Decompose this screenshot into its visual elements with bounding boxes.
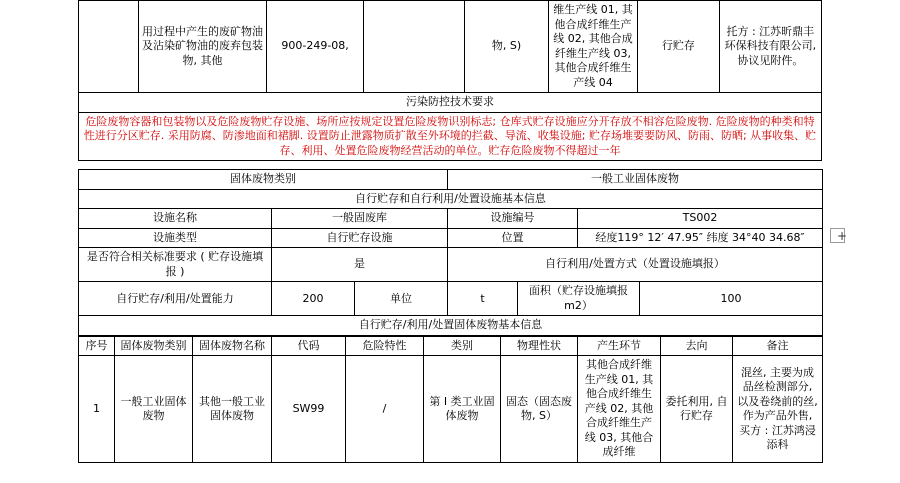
detail-table (78, 336, 823, 463)
pollution-control-title: 污染防控技术要求 (79, 93, 822, 113)
header-hazard: 危险特性 (346, 336, 424, 356)
cell-index: 1 (79, 356, 115, 463)
area-value: 100 (640, 282, 823, 316)
facility-location-label: 位置 (448, 228, 578, 248)
pollution-control-text: 危险废物容器和包装物以及危险废物贮存设施、场所应按规定设置危险废物识别标志; 仓库式贮存设施应分开存放不相容危险废物. 危险废物的种类和特性进行分区贮存. 采用防腐、防渗地面和裙脚. 设置防止泄露物质扩散至外环境的拦截、导流、收集设施; 贮存场堆要要防风、防雨、防晒; 从事收集、贮存、利用、处置危险废物经营活动的单位。贮存危险废物不得超过一年 (79, 112, 822, 161)
cell-generation-stage: 其他合成纤维生产线 01, 其他合成纤维生产线 02, 其他合成纤维生产线 03, 其他合成纤维 (578, 356, 661, 463)
facility-location-value: 经度119° 12′ 47.95″ 纬度 34°40 34.68″ (578, 228, 823, 248)
header-remark: 备注 (733, 336, 823, 356)
table-header-row (79, 336, 823, 356)
cell-category: 一般工业固体废物 (115, 356, 193, 463)
header-code: 代码 (272, 336, 346, 356)
header-category: 固体废物类别 (115, 336, 193, 356)
facility-section-title: 自行贮存和自行利用/处置设施基本信息 (79, 189, 823, 209)
table-row (79, 1, 822, 93)
cell-waste-code: 900-249-08, (267, 1, 364, 93)
table-row (79, 282, 823, 316)
cell-destination: 行贮存 (638, 1, 720, 93)
standard-compliance-value: 是 (272, 248, 448, 282)
solid-waste-category-value: 一般工业固体废物 (448, 170, 823, 190)
table-row (79, 209, 823, 229)
header-destination: 去向 (661, 336, 733, 356)
facility-type-label: 设施类型 (79, 228, 272, 248)
cell-destination: 委托利用, 自行贮存 (661, 356, 733, 463)
cell-generation-stage: 维生产线 01, 其他合成纤维生产线 02, 其他合成纤维生产线 03, 其他合成纤维生产线 04 (548, 1, 637, 93)
unit-label: 单位 (355, 282, 448, 316)
header-type: 类别 (424, 336, 501, 356)
header-index: 序号 (79, 336, 115, 356)
cell-remark: 混丝, 主要为成品丝检测部分, 以及卷绕前的丝, 作为产品外售, 买方 : 江苏鸿浸添科 (733, 356, 823, 463)
standard-compliance-label: 是否符合相关标准要求 ( 贮存设施填报 ) (79, 248, 272, 282)
table-row-section-title (79, 316, 823, 336)
table-row-paragraph (79, 112, 822, 161)
solid-waste-category-label: 固体废物类别 (79, 170, 448, 190)
cell-hazard: / (346, 356, 424, 463)
header-name: 固体废物名称 (193, 336, 272, 356)
table-row-section-title (79, 93, 822, 113)
usage-method-label: 自行利用/处置方式（处置设施填报） (448, 248, 823, 282)
facility-type-value: 自行贮存设施 (272, 228, 448, 248)
cell-type: 第 I 类工业固体废物 (424, 356, 501, 463)
cell-physical-state: 物, S) (465, 1, 549, 93)
cell-remark: 托方 : 江苏昕鼎丰环保科技有限公司, 协议见附件。 (719, 1, 821, 93)
table-row-section-title (79, 189, 823, 209)
capacity-label: 自行贮存/利用/处置能力 (79, 282, 272, 316)
table-row (79, 248, 823, 282)
document-page (78, 0, 822, 463)
cell-code: SW99 (272, 356, 346, 463)
solid-waste-table (78, 169, 823, 336)
table-row (79, 170, 823, 190)
table-row (79, 356, 823, 463)
area-label: 面积（贮存设施填报m2） (518, 282, 640, 316)
header-physical-state: 物理性状 (501, 336, 578, 356)
capacity-value: 200 (272, 282, 355, 316)
facility-name-value: 一般固废库 (272, 209, 448, 229)
unit-value: t (448, 282, 518, 316)
cell-blank (79, 1, 139, 93)
expand-button[interactable]: + (830, 228, 845, 243)
top-continuation-table (78, 0, 822, 161)
header-generation-stage: 产生环节 (578, 336, 661, 356)
cell-waste-description: 用过程中产生的废矿物油及沾染矿物油的废弃包装物, 其他 (138, 1, 266, 93)
table-row (79, 228, 823, 248)
cell-physical-state: 固态（固态废物, S） (501, 356, 578, 463)
cell-name: 其他一般工业固体废物 (193, 356, 272, 463)
facility-code-value: TS002 (578, 209, 823, 229)
facility-name-label: 设施名称 (79, 209, 272, 229)
detail-section-title: 自行贮存/利用/处置固体废物基本信息 (79, 316, 823, 336)
facility-code-label: 设施编号 (448, 209, 578, 229)
cell-blank-2 (364, 1, 465, 93)
